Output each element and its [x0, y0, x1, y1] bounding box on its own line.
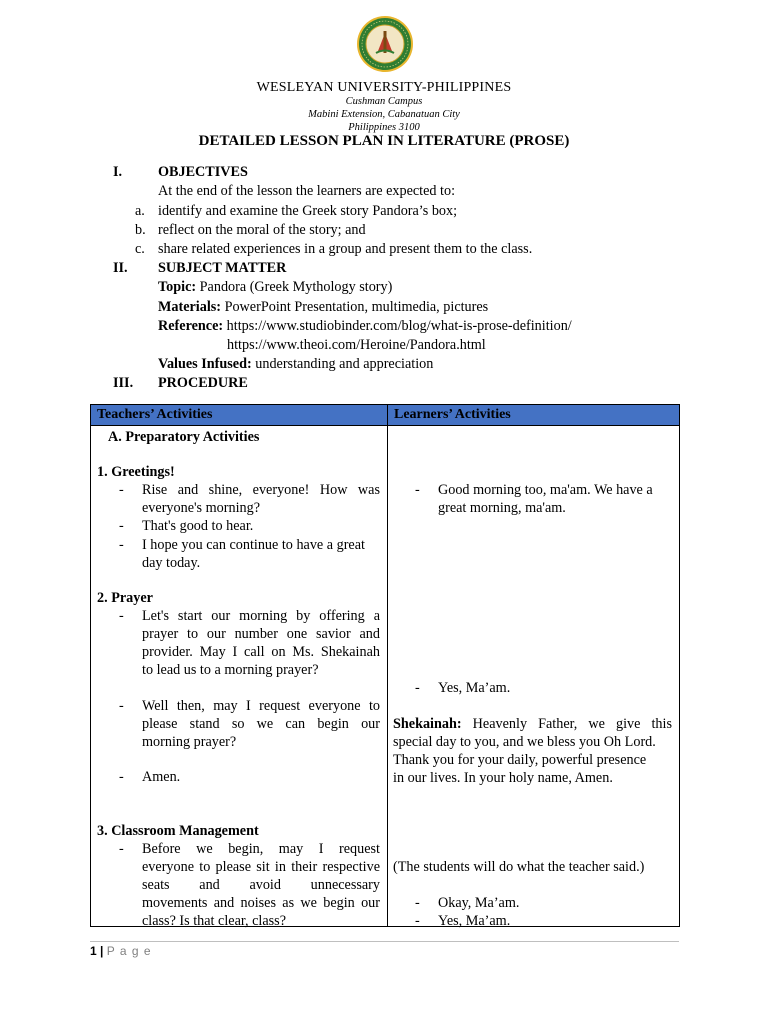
learner-line: Yes, Ma’am.	[438, 913, 511, 929]
bullet-dash: -	[119, 608, 124, 624]
shekainah-prayer-text: Heavenly Father, we give this	[461, 716, 672, 732]
subject-matter-heading: SUBJECT MATTER	[158, 260, 287, 276]
greeting-line: day today.	[142, 555, 201, 571]
learner-line: Thank you for your daily, powerful presence	[393, 752, 647, 768]
values-line	[158, 356, 433, 373]
classroom-line: seats and avoid unnecessary	[142, 877, 380, 893]
topic-line	[158, 279, 392, 296]
shekainah-label: Shekainah:	[393, 716, 462, 732]
bullet-dash: -	[119, 537, 124, 553]
bullet-dash: -	[119, 518, 124, 534]
objective-letter: a.	[135, 203, 145, 219]
objective-item: reflect on the moral of the story; and	[158, 222, 366, 238]
learner-line: Good morning too, ma'am. We have a	[438, 482, 653, 498]
prayer-line: Amen.	[142, 769, 181, 785]
greetings-heading: 1. Greetings!	[97, 464, 175, 480]
bullet-dash: -	[119, 769, 124, 785]
subject-matter-numeral: II.	[113, 260, 128, 276]
learner-line: Yes, Ma’am.	[438, 680, 511, 696]
learner-line: (The students will do what the teacher said.)	[393, 859, 645, 875]
prayer-line: please stand so we can begin our	[142, 716, 380, 732]
prayer-line: provider. May I call on Ms. Shekainah	[142, 644, 380, 660]
objectives-heading: OBJECTIVES	[158, 164, 248, 180]
teachers-activities-header: Teachers’ Activities	[91, 405, 388, 426]
objective-item: identify and examine the Greek story Pandora’s box;	[158, 203, 458, 219]
values-label: Values Infused:	[158, 356, 252, 372]
classroom-line: class? Is that clear, class?	[142, 913, 286, 929]
reference-label: Reference:	[158, 318, 224, 334]
materials-label: Materials:	[158, 299, 222, 315]
learner-line: special day to you, and we bless you Oh Lord.	[393, 734, 656, 750]
page-word: P a g e	[106, 944, 152, 958]
bullet-dash: -	[119, 482, 124, 498]
objective-item: share related experiences in a group and present them to the class.	[158, 241, 533, 257]
teachers-activities-cell	[91, 426, 388, 927]
page-number: 1	[90, 944, 97, 958]
bullet-dash: -	[119, 698, 124, 714]
preparatory-activities-heading: A. Preparatory Activities	[108, 429, 260, 445]
objective-letter: c.	[135, 241, 145, 257]
campus-name: Cushman Campus	[345, 96, 423, 107]
footer-divider	[90, 941, 679, 942]
learner-line: Okay, Ma’am.	[438, 895, 520, 911]
procedure-heading: PROCEDURE	[158, 375, 248, 391]
bullet-dash: -	[415, 895, 420, 911]
prayer-line: Well then, may I request everyone to	[142, 698, 380, 714]
page-separator: |	[96, 944, 107, 958]
classroom-line: movements and noises as we begin our	[142, 895, 380, 911]
classroom-line: Before we begin, may I request	[142, 841, 380, 857]
page-footer	[90, 944, 152, 958]
learner-line	[393, 715, 672, 733]
prayer-line: prayer to our number one savior and	[142, 626, 380, 642]
objectives-numeral: I.	[113, 164, 123, 180]
document-title: DETAILED LESSON PLAN IN LITERATURE (PROSE)	[198, 133, 570, 149]
bullet-dash: -	[415, 680, 420, 696]
university-name: WESLEYAN UNIVERSITY-PHILIPPINES	[256, 80, 512, 95]
classroom-line: everyone to please sit in their respective	[142, 859, 380, 875]
bullet-dash: -	[119, 841, 124, 857]
learner-line: in our lives. In your holy name, Amen.	[393, 770, 613, 786]
greeting-line: Rise and shine, everyone! How was	[142, 482, 380, 498]
procedure-numeral: III.	[113, 375, 134, 391]
reference-link-1[interactable]: https://www.studiobinder.com/blog/what-is-prose-definition/	[223, 318, 572, 334]
prayer-heading: 2. Prayer	[97, 590, 153, 606]
prayer-line: Let's start our morning by offering a	[142, 608, 380, 624]
prayer-line: morning prayer?	[142, 734, 237, 750]
learners-activities-header: Learners’ Activities	[388, 405, 680, 426]
materials-line	[158, 299, 488, 316]
prayer-line: to lead us to a morning prayer?	[142, 662, 319, 678]
learners-activities-cell	[388, 426, 680, 927]
topic-label: Topic:	[158, 279, 197, 295]
greeting-line: I hope you can continue to have a great	[142, 537, 365, 553]
classroom-management-heading: 3. Classroom Management	[97, 823, 259, 839]
address-line-1: Mabini Extension, Cabanatuan City	[308, 109, 460, 120]
objectives-intro: At the end of the lesson the learners are expected to:	[158, 183, 456, 199]
bullet-dash: -	[415, 913, 420, 929]
address-line-2: Philippines 3100	[348, 122, 420, 133]
objective-letter: b.	[135, 222, 146, 238]
materials-value: PowerPoint Presentation, multimedia, pictures	[221, 299, 489, 315]
greeting-line: That's good to hear.	[142, 518, 254, 534]
reference-line	[158, 318, 572, 335]
topic-value: Pandora (Greek Mythology story)	[196, 279, 393, 295]
university-seal-logo	[356, 15, 414, 73]
bullet-dash: -	[415, 482, 420, 498]
learner-line: great morning, ma'am.	[438, 500, 566, 516]
greeting-line: everyone's morning?	[142, 500, 260, 516]
reference-link-2[interactable]: https://www.theoi.com/Heroine/Pandora.html	[227, 337, 486, 353]
lesson-activities-table	[90, 404, 680, 927]
values-value: understanding and appreciation	[251, 356, 434, 372]
